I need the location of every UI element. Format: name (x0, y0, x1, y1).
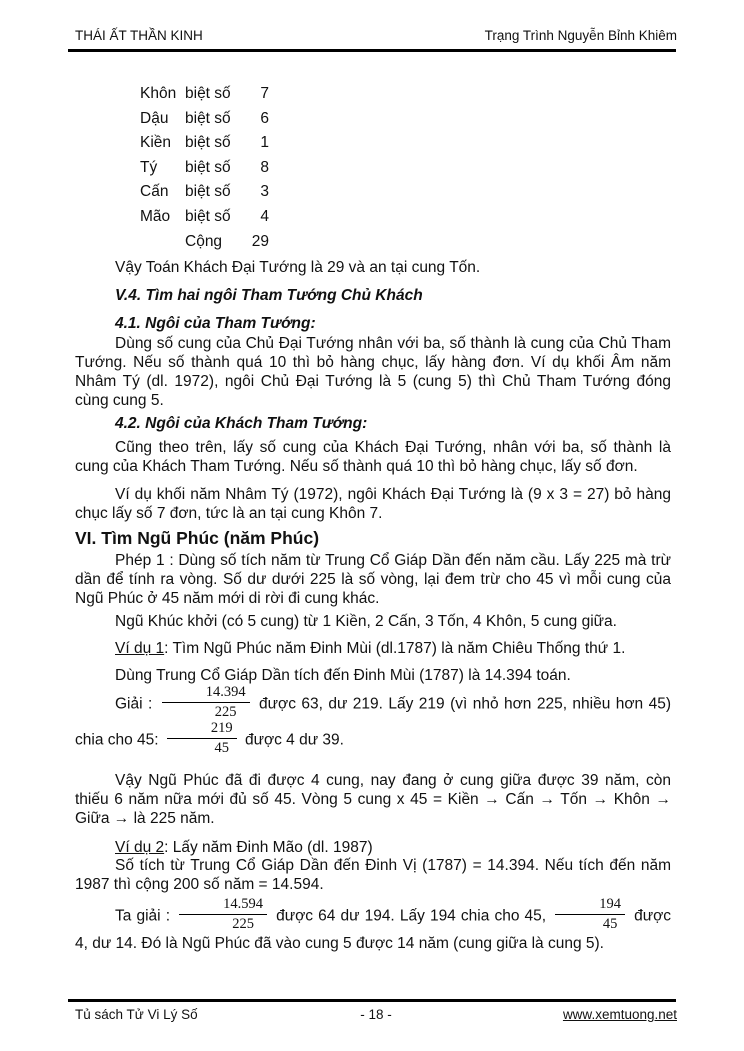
table-cell-key: biệt số (185, 134, 231, 152)
heading-4-2: 4.2. Ngôi của Khách Tham Tướng: (115, 415, 368, 432)
table-row (140, 182, 269, 207)
math2-tail: được 4, dư 14. Đó là Ngũ Phúc đã vào cung 5 được 14 năm (cung giữa là cung 5). (75, 907, 671, 953)
table-row (140, 207, 269, 232)
vidu2-label: Ví dụ 2 (115, 839, 165, 856)
fraction-14394-225 (162, 684, 250, 720)
table-cell-value: 1 (260, 134, 269, 152)
table-cell-label: Cấn (140, 183, 169, 201)
table-cell-label: Mão (140, 207, 171, 225)
paragraph-ngukhuc: Ngũ Khúc khởi (có 5 cung) từ 1 Kiền, 2 Cấn, 3 Tốn, 4 Khôn, 5 cung giữa. (115, 613, 617, 630)
fraction-denominator: 45 (214, 740, 230, 757)
paragraph-phep1: Phép 1 : Dùng số tích năm từ Trung Cổ Giáp Dần đến năm cầu. Lấy 225 mà trừ dần để tính ra vòng. Số dư dưới 225 là số vòng, lại đem trừ cho 45 vì mỗi cung của Ngũ Phúc ở 45 năm mới di rời đi cung khác. (75, 552, 671, 607)
fraction-numerator: 219 (167, 720, 237, 739)
table-total-row (140, 232, 269, 257)
paragraph-vay-nguphuc: Vậy Ngũ Phúc đã đi được 4 cung, nay đang ở cung giữa được 39 năm, còn thiếu 6 năm nữa mới đủ số 45. Vòng 5 cung x 45 = Kiền → Cấn → Tốn → Khôn → Giữa → là 225 năm. (75, 772, 671, 827)
math2-mid: được 64 dư 194. Lấy 194 chia cho 45, (271, 907, 552, 925)
math1-tail: được 4 dư 39. (240, 731, 344, 749)
bietso-table (140, 84, 269, 256)
math2-lead: Ta giải : (115, 907, 176, 925)
paragraph-4-2a: Cũng theo trên, lấy số cung của Khách Đại Tướng, nhân với ba, số thành là cung của Khách Tham Tướng. Nếu số thành quá 10 thì bỏ hàng chục, lấy số đơn. (75, 439, 671, 475)
table-cell-value: 4 (260, 207, 269, 225)
table-cell-key: biệt số (185, 207, 231, 225)
fraction-denominator: 225 (232, 915, 254, 932)
table-row (140, 133, 269, 158)
paragraph-4-1: Dùng số cung của Chủ Đại Tướng nhân với ba, số thành là cung của Chủ Tham Tướng. Nếu số thành quá 10 thì bỏ hàng chục, lấy hàng đơn. Ví dụ khối Âm năm Nhâm Tý (dl. 1972), ngôi Chủ Đại Tướng là 5 (cung 5) thì Chủ Tham Tướng đóng cùng cung 5. (75, 335, 671, 409)
table-cell-key: biệt số (185, 85, 231, 102)
fraction-numerator: 14.394 (162, 684, 250, 703)
fraction-denominator: 45 (602, 915, 618, 932)
fraction-numerator: 194 (555, 896, 625, 915)
table-cell-label: Kiền (140, 134, 172, 152)
fraction-denominator: 225 (214, 703, 237, 720)
header-rule (68, 49, 676, 52)
table-row (140, 84, 269, 109)
table-row (140, 158, 269, 183)
table-cell-label: Khôn (140, 85, 177, 102)
fraction-194-45 (555, 896, 625, 932)
paragraph-vidu2 (75, 838, 671, 857)
heading-vi: VI. Tìm Ngũ Phúc (năm Phúc) (75, 528, 320, 548)
fraction-numerator: 14.594 (179, 896, 267, 915)
page-footer (75, 1006, 677, 1024)
paragraph-4-2b: Ví dụ khối năm Nhâm Tý (1972), ngôi Khách Đại Tướng là (9 x 3 = 27) bỏ hàng chục lấy số 7 đơn, tức là an tại cung Khôn 7. (75, 486, 671, 522)
vidu1-text: : Tìm Ngũ Phúc năm Đinh Mùi (dl.1787) là năm Chiêu Thống thứ 1. (164, 640, 626, 657)
table-cell-key: biệt số (185, 109, 231, 127)
paragraph-vidu1 (75, 639, 671, 658)
footer-page-number: - 18 - (360, 1007, 392, 1022)
math1-lead: Giải : (115, 695, 158, 713)
paragraph-result: Vậy Toán Khách Đại Tướng là 29 và an tại cung Tốn. (115, 259, 481, 276)
table-cell-value: 7 (260, 85, 269, 102)
header-author: Trạng Trình Nguyễn Bỉnh Khiêm (484, 28, 677, 43)
vidu2-text: : Lấy năm Đinh Mão (dl. 1987) (164, 839, 373, 856)
table-cell-key: Cộng (185, 232, 223, 250)
footer-rule (68, 999, 676, 1002)
heading-4-1: 4.1. Ngôi của Tham Tướng: (115, 315, 316, 332)
header-book-title: THÁI ẤT THẦN KINH (75, 28, 203, 43)
page-header (75, 27, 677, 44)
footer-series-title: Tủ sách Tử Vi Lý Số (75, 1007, 198, 1022)
paragraph-math-tagiai (75, 898, 671, 953)
paragraph-sotich: Số tích từ Trung Cổ Giáp Dần đến Đinh Vị (1787) = 14.394. Nếu tích đến năm 1987 thì cộng 200 số năm = 14.594. (75, 857, 671, 893)
table-cell-label: Tý (140, 158, 158, 176)
table-cell-key: biệt số (185, 158, 231, 176)
table-row (140, 109, 269, 134)
math1-mid: được 63, dư 219. Lấy 219 (vì nhỏ hơn 225, nhiều hơn 45) chia cho 45: (75, 695, 672, 749)
table-cell-value: 29 (251, 232, 269, 250)
paragraph-math-giai (75, 686, 671, 759)
vidu1-label: Ví dụ 1 (115, 640, 165, 657)
fraction-219-45 (167, 720, 237, 756)
table-cell-key: biệt số (185, 183, 231, 201)
heading-v4: V.4. Tìm hai ngôi Tham Tướng Chủ Khách (115, 287, 423, 304)
table-cell-value: 3 (260, 183, 269, 201)
paragraph-dung-trungco: Dùng Trung Cổ Giáp Dần tích đến Đinh Mùi (1787) là 14.394 toán. (115, 667, 571, 684)
footer-website-link[interactable]: www.xemtuong.net (562, 1007, 677, 1022)
table-cell-value: 8 (260, 158, 269, 176)
fraction-14594-225 (179, 896, 267, 932)
table-cell-label: Dậu (140, 109, 169, 127)
table-cell-value: 6 (260, 109, 269, 127)
